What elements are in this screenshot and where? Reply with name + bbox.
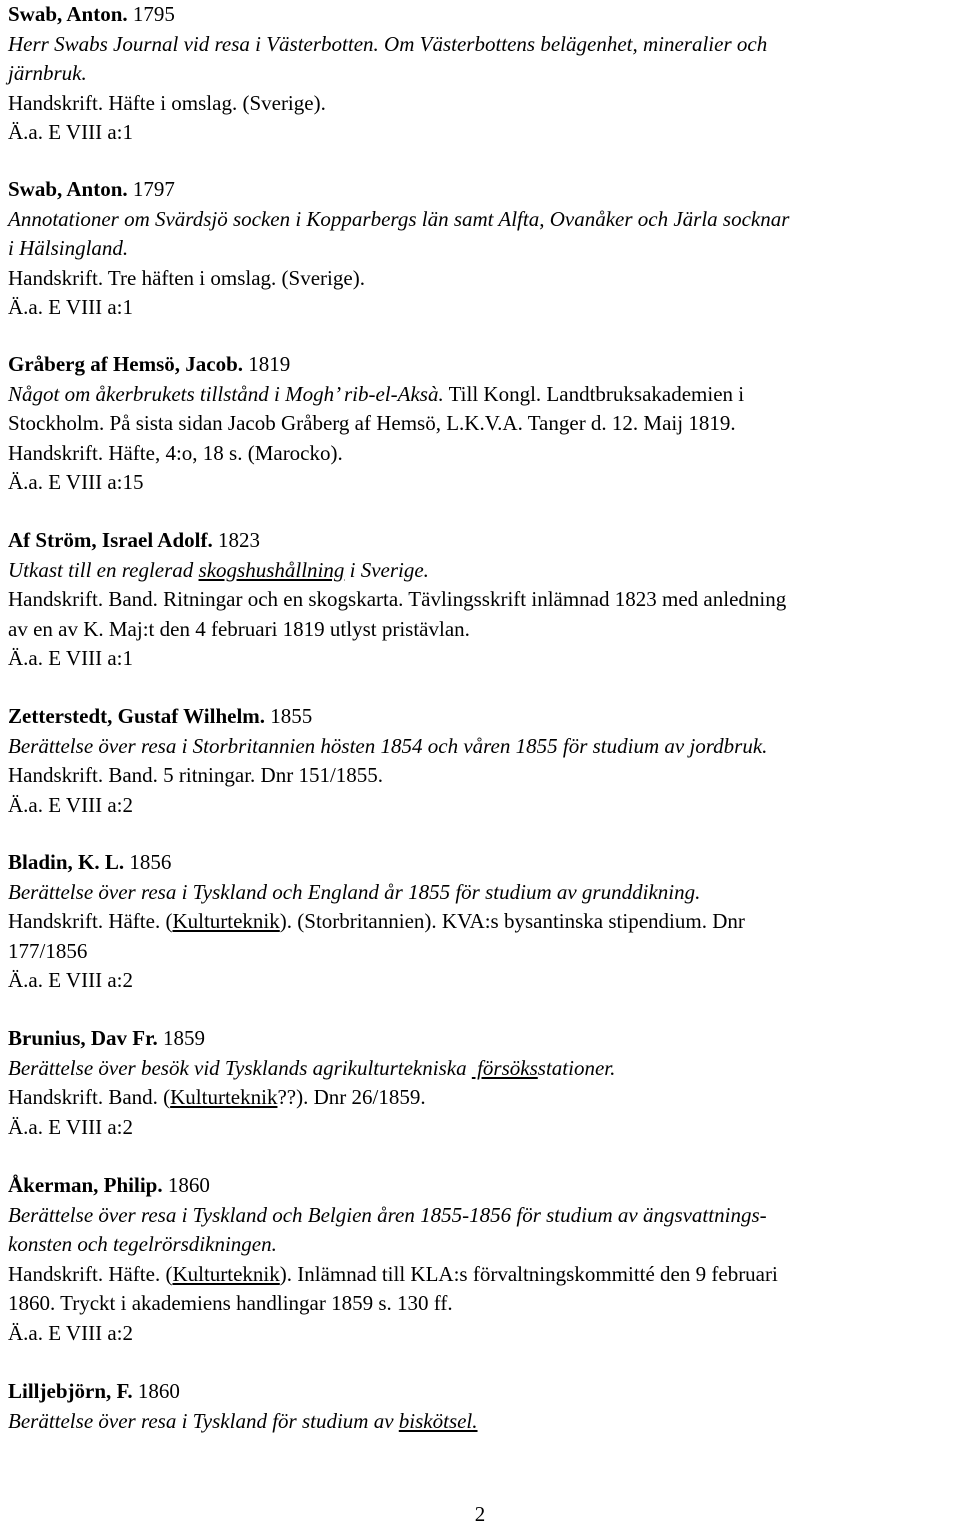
entry-year: 1860 — [137, 1379, 180, 1403]
entry-description-part: ??). Dnr 26/1859. — [277, 1085, 426, 1109]
entry-title-line: i Hälsingland. — [8, 236, 129, 260]
entry-title-line: Annotationer om Svärdsjö socken i Kopparbergs län samt Alfta, Ovanåker och Järla socknar — [8, 206, 790, 231]
entry-title-line — [8, 1407, 958, 1437]
entry-author: Swab, Anton. — [8, 177, 128, 201]
page-number: 2 — [474, 1502, 486, 1526]
entry-description-line — [8, 907, 958, 937]
entry-heading — [8, 1171, 958, 1201]
entry-title-underlined: biskötsel. — [398, 1408, 478, 1433]
entry-description-line: Stockholm. På sista sidan Jacob Gråberg af Hemsö, L.K.V.A. Tanger d. 12. Maij 1819. — [8, 411, 736, 435]
catalog-entry — [8, 1171, 958, 1348]
entry-description-line: Handskrift. Band. 5 ritningar. Dnr 151/1855. — [8, 763, 384, 787]
entry-description-line: 177/1856 — [8, 938, 88, 963]
entry-title-line: Berättelse över resa i Tyskland och England år 1855 för studium av grunddikning. — [8, 879, 701, 904]
entry-heading — [8, 175, 958, 205]
entry-recipient: Till Kongl. Landtbruksakademien i — [448, 381, 745, 406]
entry-heading — [8, 350, 958, 380]
entry-heading — [8, 848, 958, 878]
entry-title-line — [8, 380, 958, 410]
entry-title-line — [8, 1054, 958, 1084]
entry-year: 1823 — [217, 528, 260, 552]
entry-title-line: Berättelse över resa i Tyskland och Belgien åren 1855-1856 för studium av ängsvattnings- — [8, 1202, 767, 1227]
entry-author: Lilljebjörn, F. — [8, 1379, 133, 1403]
entry-year: 1856 — [129, 850, 172, 874]
entry-description-line — [8, 1260, 958, 1290]
entry-description-line: av en av K. Maj:t den 4 februari 1819 utlyst pristävlan. — [8, 616, 470, 641]
entry-author: Åkerman, Philip. — [8, 1173, 163, 1197]
entry-year: 1797 — [132, 177, 175, 201]
entry-description-line — [8, 1083, 958, 1113]
catalog-entry — [8, 350, 958, 498]
entry-description-line: Handskrift. Band. Ritningar och en skogskarta. Tävlingsskrift inlämnad 1823 med anledning — [8, 587, 787, 611]
entry-author: Af Ström, Israel Adolf. — [8, 528, 213, 552]
entry-year: 1855 — [270, 704, 313, 728]
entry-title-part: Utkast till en reglerad — [8, 557, 199, 582]
entry-shelfmark: Ä.a. E VIII a:2 — [8, 792, 133, 817]
catalog-entry — [8, 526, 958, 674]
entry-title-line: Berättelse över resa i Storbritannien hösten 1854 och våren 1855 för studium av jordbruk. — [8, 733, 768, 758]
entry-description-part: ). Inlämnad till KLA:s förvaltningskommitté den 9 februari — [279, 1261, 778, 1286]
entry-shelfmark: Ä.a. E VIII a:2 — [8, 968, 133, 992]
entry-description-line: Handskrift. Tre häften i omslag. (Sverige). — [8, 265, 365, 290]
entry-year: 1859 — [163, 1026, 206, 1050]
catalog-entry — [8, 848, 958, 996]
entry-author: Swab, Anton. — [8, 2, 128, 26]
entry-title: Något om åkerbrukets tillstånd i Mogh’ rib-el-Aksà. — [8, 381, 444, 406]
entry-subject-underlined: Kulturteknik — [172, 1261, 280, 1286]
entry-heading — [8, 0, 958, 30]
entry-shelfmark: Ä.a. E VIII a:15 — [8, 470, 144, 494]
entry-shelfmark: Ä.a. E VIII a:1 — [8, 120, 133, 144]
entry-heading — [8, 526, 958, 556]
entry-description-line: 1860. Tryckt i akademiens handlingar 1859 s. 130 ff. — [8, 1291, 453, 1315]
entry-title-line: konsten och tegelrörsdikningen. — [8, 1232, 277, 1256]
entry-description-part: Handskrift. Häfte. ( — [8, 909, 173, 933]
entry-heading — [8, 702, 958, 732]
entry-title-part: stationer. — [537, 1055, 616, 1080]
entry-title-part: Berättelse över besök vid Tysklands agrikulturtekniska — [8, 1055, 472, 1080]
entry-subject-underlined: Kulturteknik — [170, 1085, 278, 1109]
entry-heading — [8, 1024, 958, 1054]
entry-subject-underlined: Kulturteknik — [172, 909, 280, 933]
entry-author: Bladin, K. L. — [8, 850, 125, 874]
entry-year: 1795 — [132, 2, 175, 26]
catalog-entry — [8, 702, 958, 820]
entry-year: 1860 — [167, 1173, 210, 1197]
entry-shelfmark: Ä.a. E VIII a:1 — [8, 295, 133, 319]
entry-author: Zetterstedt, Gustaf Wilhelm. — [8, 704, 266, 728]
catalog-entry — [8, 1024, 958, 1142]
entry-shelfmark: Ä.a. E VIII a:1 — [8, 646, 133, 670]
entry-title-underlined: skogshushållning — [198, 557, 345, 582]
entry-heading — [8, 1377, 958, 1407]
entry-title-part: Berättelse över resa i Tyskland för studium av — [8, 1408, 399, 1433]
entry-author: Brunius, Dav Fr. — [8, 1026, 158, 1050]
entry-description-line: Handskrift. Häfte, 4:o, 18 s. (Marocko). — [8, 440, 343, 465]
entry-title-underlined: försöks — [471, 1055, 538, 1080]
entry-description-part: Handskrift. Band. ( — [8, 1085, 171, 1109]
entry-shelfmark: Ä.a. E VIII a:2 — [8, 1320, 133, 1345]
entry-shelfmark: Ä.a. E VIII a:2 — [8, 1114, 133, 1139]
entry-title-line: Herr Swabs Journal vid resa i Västerbotten. Om Västerbottens belägenhet, mineralier och — [8, 31, 768, 56]
entry-title-line — [8, 556, 958, 586]
catalog-entry — [8, 175, 958, 323]
entry-title-line: järnbruk. — [8, 61, 87, 85]
entry-year: 1819 — [248, 352, 291, 376]
catalog-entry — [8, 0, 958, 148]
entry-description-line: Handskrift. Häfte i omslag. (Sverige). — [8, 90, 326, 115]
entry-description-part: ). (Storbritannien). KVA:s bysantinska stipendium. Dnr — [279, 909, 745, 933]
entry-title-part: i Sverige. — [344, 557, 429, 582]
entry-author: Gråberg af Hemsö, Jacob. — [8, 352, 244, 376]
entry-description-part: Handskrift. Häfte. ( — [8, 1261, 173, 1286]
catalog-entry — [8, 1377, 958, 1436]
